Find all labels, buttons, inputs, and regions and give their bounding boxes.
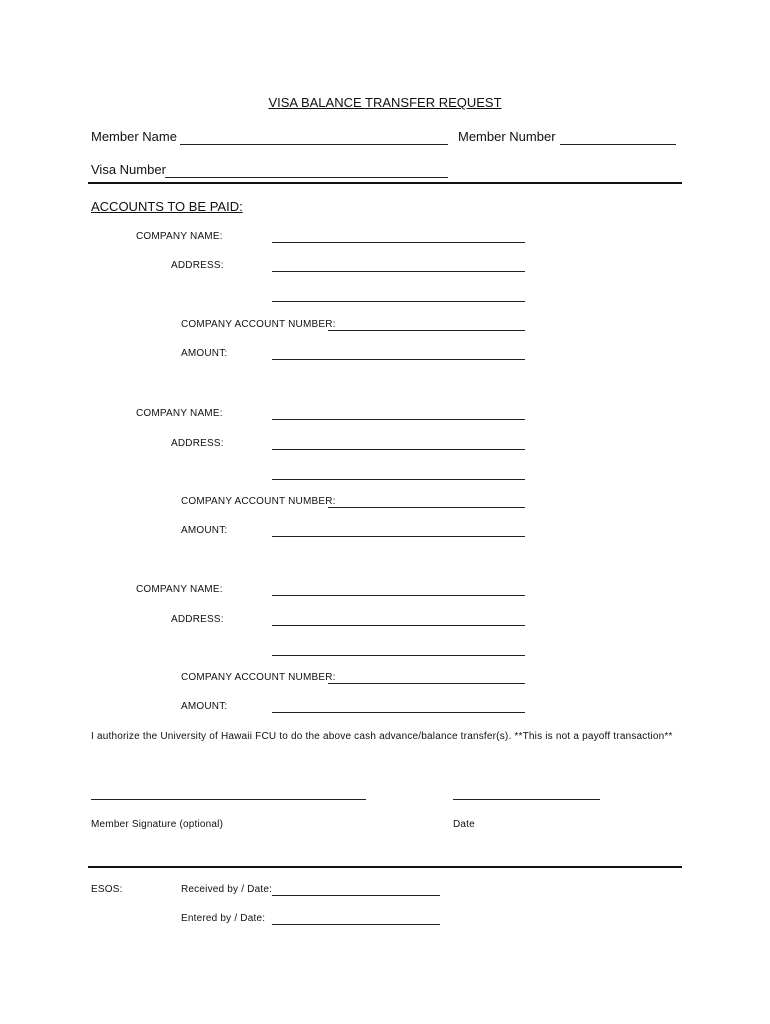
amount-label: AMOUNT:	[181, 701, 228, 712]
company-account-number-field[interactable]	[328, 507, 525, 508]
company-account-number-field[interactable]	[328, 330, 525, 331]
amount-label: AMOUNT:	[181, 348, 228, 359]
date-label: Date	[453, 819, 475, 830]
company-account-number-field[interactable]	[328, 683, 525, 684]
company-account-number-label: COMPANY ACCOUNT NUMBER:	[181, 319, 336, 330]
amount-field[interactable]	[272, 712, 525, 713]
received-by-field[interactable]	[272, 895, 440, 896]
member-signature-label: Member Signature (optional)	[91, 819, 224, 830]
company-name-label: COMPANY NAME:	[136, 231, 223, 242]
address-line-2-field[interactable]	[272, 479, 525, 480]
member-name-field[interactable]	[180, 144, 448, 145]
accounts-heading: ACCOUNTS TO BE PAID:	[91, 199, 243, 214]
company-account-number-label: COMPANY ACCOUNT NUMBER:	[181, 496, 336, 507]
company-name-field[interactable]	[272, 595, 525, 596]
date-field[interactable]	[453, 799, 600, 800]
address-line-1-field[interactable]	[272, 449, 525, 450]
amount-field[interactable]	[272, 359, 525, 360]
amount-field[interactable]	[272, 536, 525, 537]
member-number-label: Member Number	[458, 129, 556, 144]
entered-by-label: Entered by / Date:	[181, 913, 266, 924]
section-divider	[88, 182, 682, 184]
member-name-label: Member Name	[91, 129, 177, 144]
company-name-field[interactable]	[272, 242, 525, 243]
address-line-1-field[interactable]	[272, 271, 525, 272]
address-line-2-field[interactable]	[272, 301, 525, 302]
company-account-number-label: COMPANY ACCOUNT NUMBER:	[181, 672, 336, 683]
member-signature-field[interactable]	[91, 799, 366, 800]
address-label: ADDRESS:	[171, 260, 224, 271]
address-label: ADDRESS:	[171, 438, 224, 449]
visa-number-label: Visa Number	[91, 162, 166, 177]
visa-number-field[interactable]	[165, 177, 448, 178]
footer-divider	[88, 866, 682, 868]
address-line-1-field[interactable]	[272, 625, 525, 626]
company-name-label: COMPANY NAME:	[136, 584, 223, 595]
form-title: VISA BALANCE TRANSFER REQUEST	[268, 95, 502, 110]
entered-by-field[interactable]	[272, 924, 440, 925]
amount-label: AMOUNT:	[181, 525, 228, 536]
esos-label: ESOS:	[91, 884, 123, 895]
company-name-label: COMPANY NAME:	[136, 408, 223, 419]
member-number-field[interactable]	[560, 144, 676, 145]
authorization-statement: I authorize the University of Hawaii FCU to do the above cash advance/balance transfer(s). **This is not a payoff transaction**	[91, 731, 673, 742]
address-line-2-field[interactable]	[272, 655, 525, 656]
received-by-label: Received by / Date:	[181, 884, 273, 895]
address-label: ADDRESS:	[171, 614, 224, 625]
company-name-field[interactable]	[272, 419, 525, 420]
